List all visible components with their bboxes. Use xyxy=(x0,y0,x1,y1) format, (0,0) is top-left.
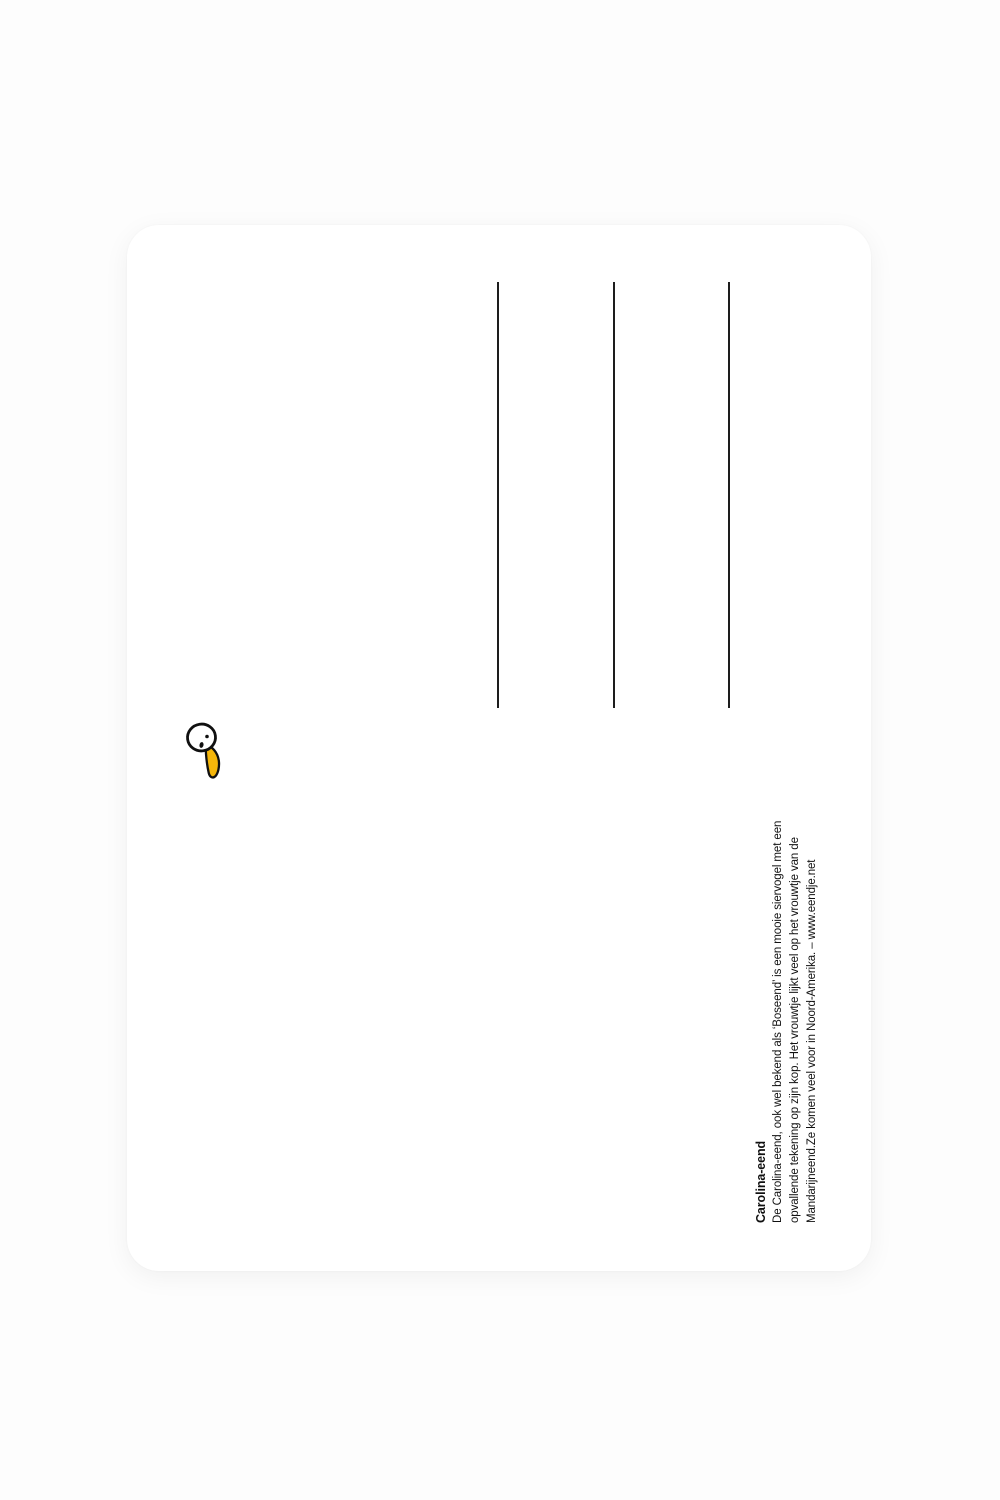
address-line-1 xyxy=(497,282,499,708)
caption-body-line-2: opvallende tekening op zijn kop. Het vrouwtje lijkt veel op het vrouwtje van de xyxy=(789,837,801,1223)
caption-body-line-1: De Carolina-eend, ook wel bekend als ‘Boseend’ is een mooie siervogel met een xyxy=(772,820,784,1223)
address-line-2 xyxy=(613,282,615,708)
duck-head-icon xyxy=(184,721,228,783)
caption-block xyxy=(753,776,823,1223)
caption-text xyxy=(753,776,823,1223)
postcard xyxy=(127,225,871,1271)
caption-body-line-3: Mandarijneend.Ze komen veel voor in Noord-Amerika. – www.eendje.net xyxy=(806,859,818,1223)
caption-title: Carolina-eend xyxy=(754,1140,768,1223)
address-line-3 xyxy=(728,282,730,708)
